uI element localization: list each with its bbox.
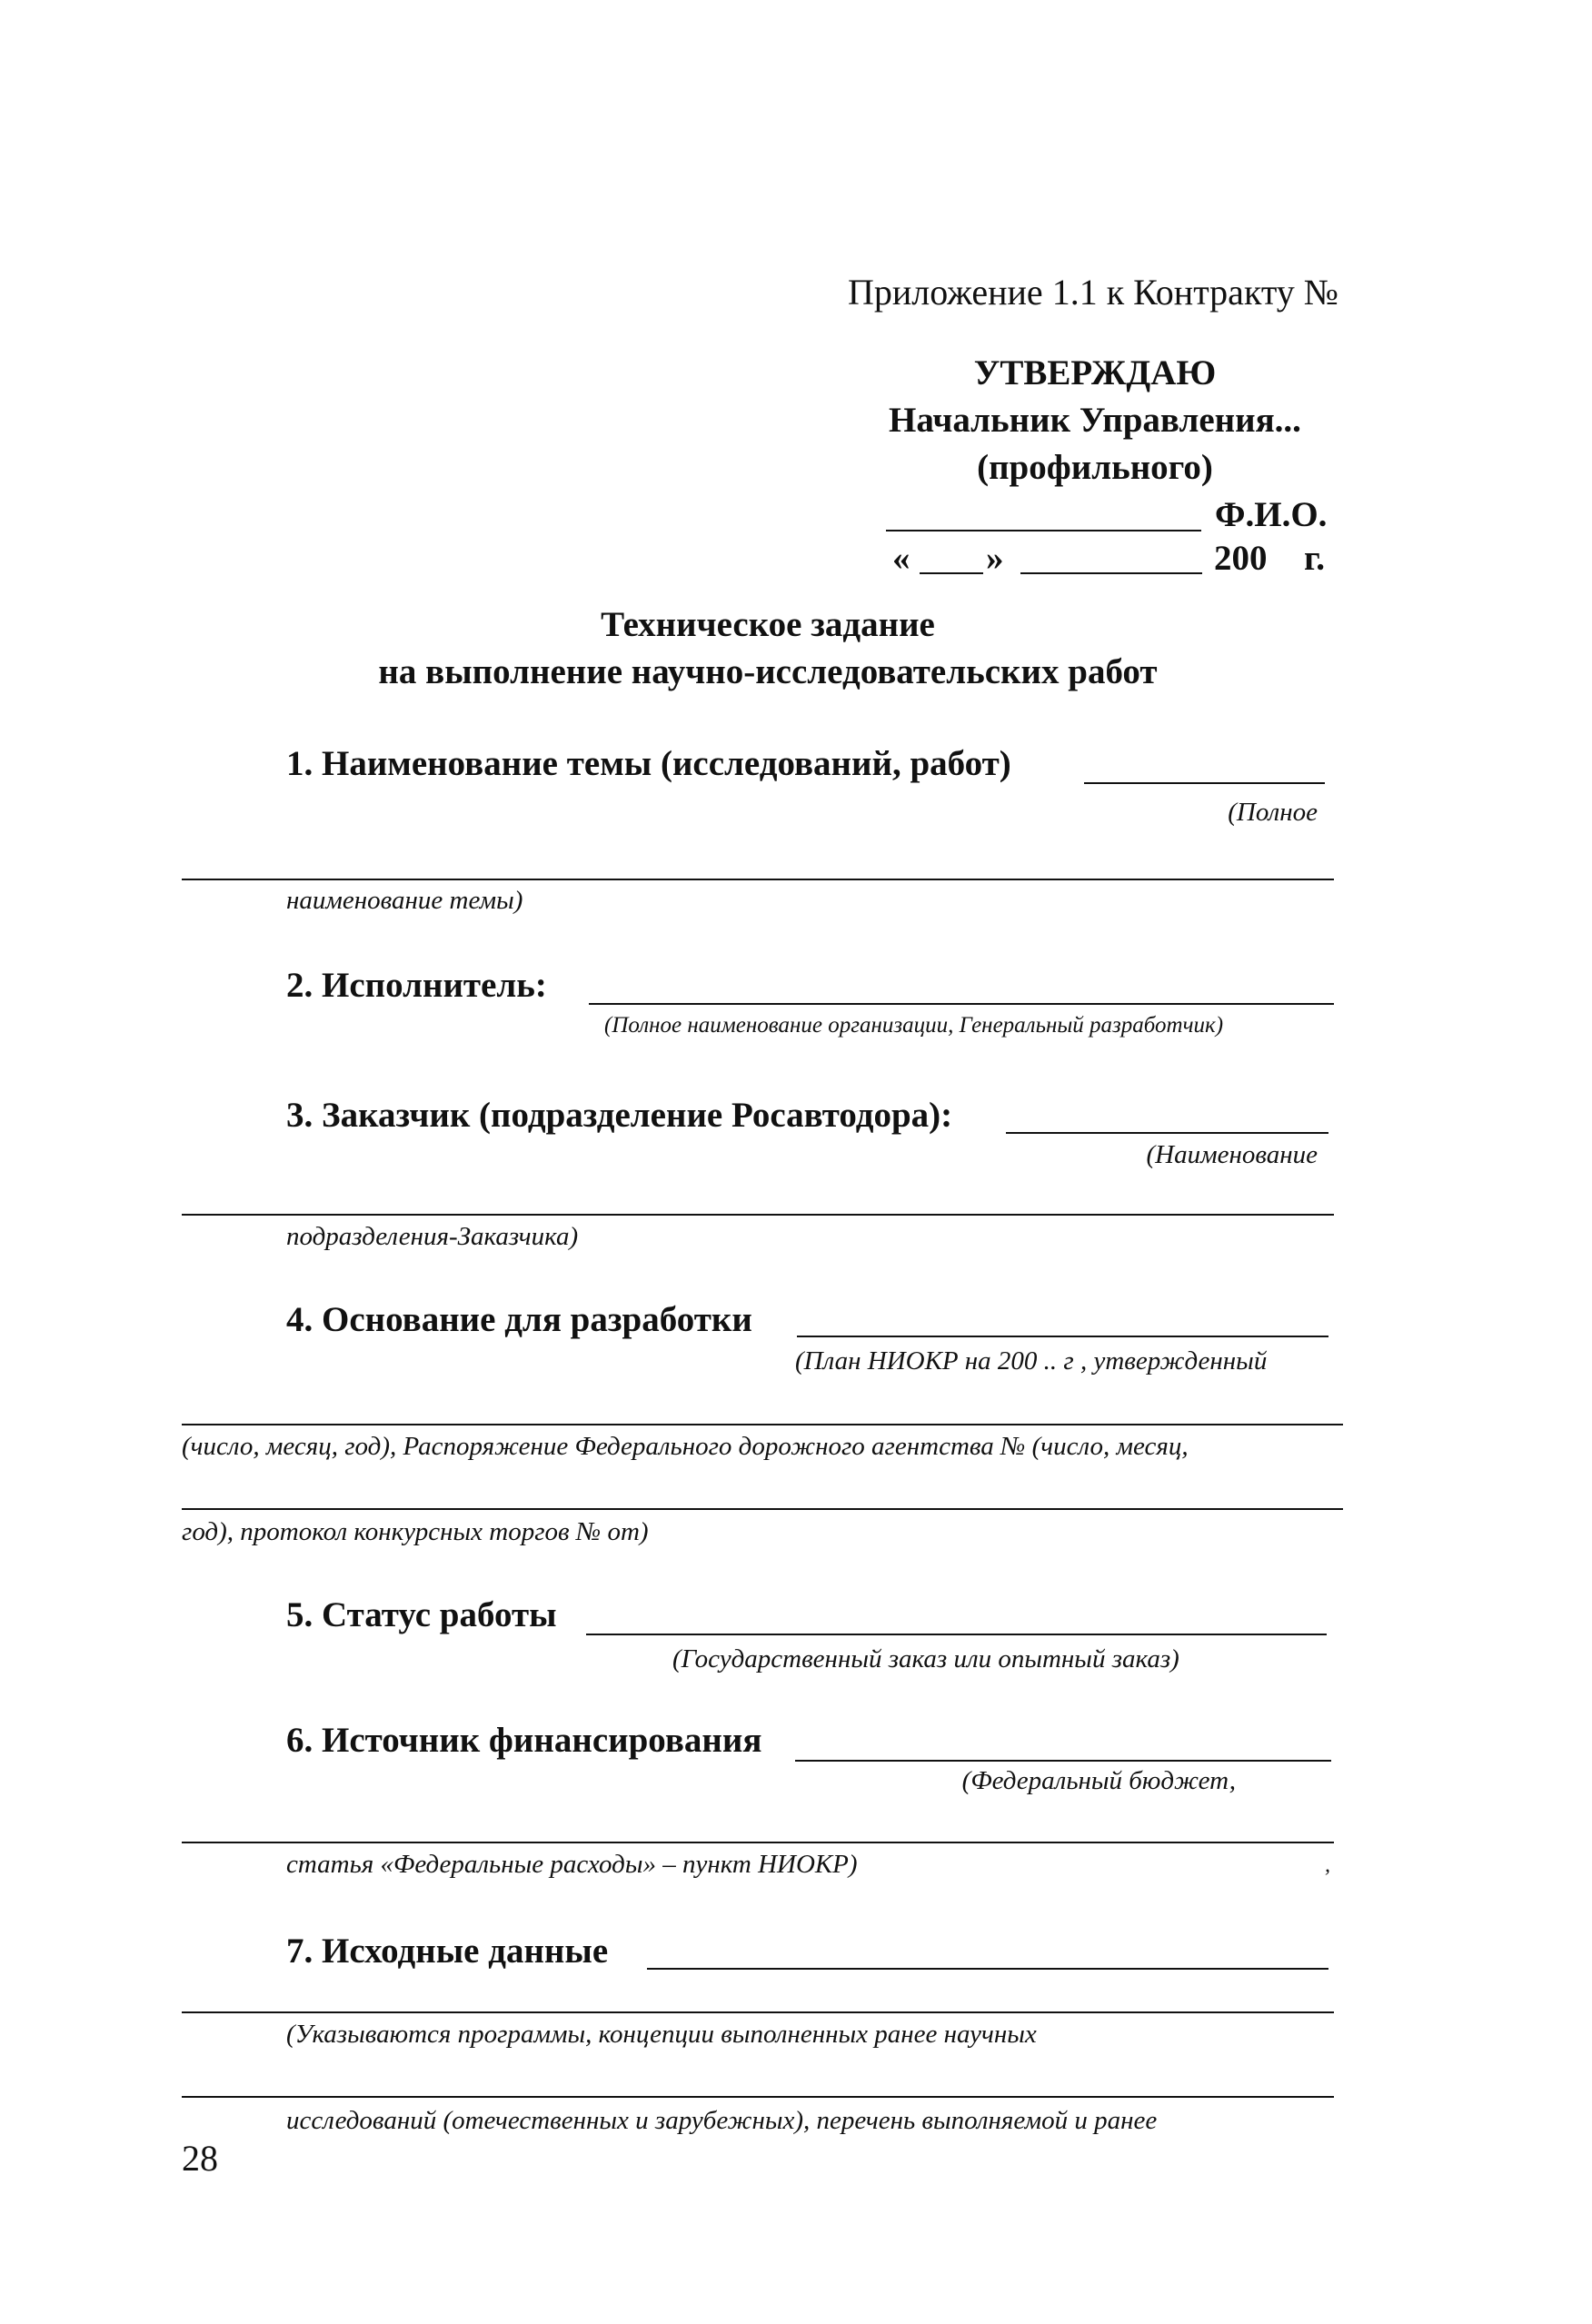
section-5-hint-1: (Государственный заказ или опытный заказ)	[672, 1644, 1179, 1673]
section-3-hint-2: подразделения-Заказчика)	[286, 1222, 579, 1251]
section-6-hint-1: (Федеральный бюджет,	[961, 1766, 1236, 1795]
section-4-label: 4. Основание для разработки	[286, 1300, 752, 1339]
date-year: 200	[1214, 539, 1268, 578]
document-title: Техническое задание	[601, 605, 935, 644]
section-2-field[interactable]	[589, 1003, 1334, 1005]
section-4-field-2[interactable]	[182, 1424, 1343, 1425]
section-4-hint-3: год), протокол конкурсных торгов № от)	[182, 1517, 649, 1546]
signatory-fio: Ф.И.О.	[1215, 495, 1328, 534]
section-7-field[interactable]	[647, 1968, 1328, 1970]
section-1-hint-1: (Полное	[1228, 798, 1318, 827]
section-3-field[interactable]	[1006, 1132, 1328, 1134]
appendix-reference: Приложение 1.1 к Контракту №	[848, 272, 1338, 313]
section-1-label: 1. Наименование темы (исследований, работ)	[286, 744, 1011, 783]
section-6-field-2[interactable]	[182, 1842, 1334, 1843]
section-5-field[interactable]	[586, 1634, 1327, 1635]
chief-title: Начальник Управления...	[889, 401, 1301, 440]
section-1-field[interactable]	[1084, 782, 1325, 784]
section-3-field-2[interactable]	[182, 1214, 1334, 1216]
section-4-hint-2: (число, месяц, год), Распоряжение Федерального дорожного агентства № (число, месяц,	[182, 1432, 1189, 1461]
section-6-field[interactable]	[795, 1760, 1331, 1762]
section-6-hint-2: статья «Федеральные расходы» – пункт НИОКР)	[286, 1850, 858, 1879]
section-7-label: 7. Исходные данные	[286, 1932, 609, 1971]
section-2-hint-1: (Полное наименование организации, Генеральный разработчик)	[604, 1013, 1224, 1038]
section-4-field[interactable]	[797, 1336, 1328, 1337]
signature-line[interactable]	[886, 530, 1201, 531]
section-1-field-2[interactable]	[182, 879, 1334, 880]
section-5-label: 5. Статус работы	[286, 1595, 557, 1634]
section-3-hint-1: (Наименование	[1146, 1140, 1318, 1169]
section-6-comma-mark: ,	[1325, 1853, 1330, 1877]
section-7-hint-1: (Указываются программы, концепции выполненных ранее научных	[286, 2020, 1037, 2049]
date-year-suffix: г.	[1304, 539, 1326, 578]
approval-stamp: УТВЕРЖДАЮ	[973, 353, 1217, 392]
date-day-line[interactable]	[920, 572, 983, 574]
date-quote-close: »	[986, 539, 1004, 578]
section-2-label: 2. Исполнитель:	[286, 966, 547, 1005]
section-4-hint-1: (План НИОКР на 200 .. г , утвержденный	[795, 1346, 1268, 1376]
section-7-field-2[interactable]	[182, 2011, 1334, 2013]
section-3-label: 3. Заказчик (подразделение Росавтодора):	[286, 1096, 953, 1135]
section-7-field-3[interactable]	[182, 2096, 1334, 2098]
section-6-label: 6. Источник финансирования	[286, 1721, 762, 1760]
chief-profile: (профильного)	[977, 448, 1213, 487]
document-subtitle: на выполнение научно-исследовательских работ	[378, 652, 1158, 691]
section-1-hint-2: наименование темы)	[286, 886, 523, 915]
date-quote-open: «	[892, 539, 910, 578]
page-number: 28	[182, 2138, 218, 2179]
date-month-line[interactable]	[1020, 572, 1202, 574]
section-4-field-3[interactable]	[182, 1508, 1343, 1510]
section-7-hint-2: исследований (отечественных и зарубежных), перечень выполняемой и ранее	[286, 2106, 1158, 2135]
